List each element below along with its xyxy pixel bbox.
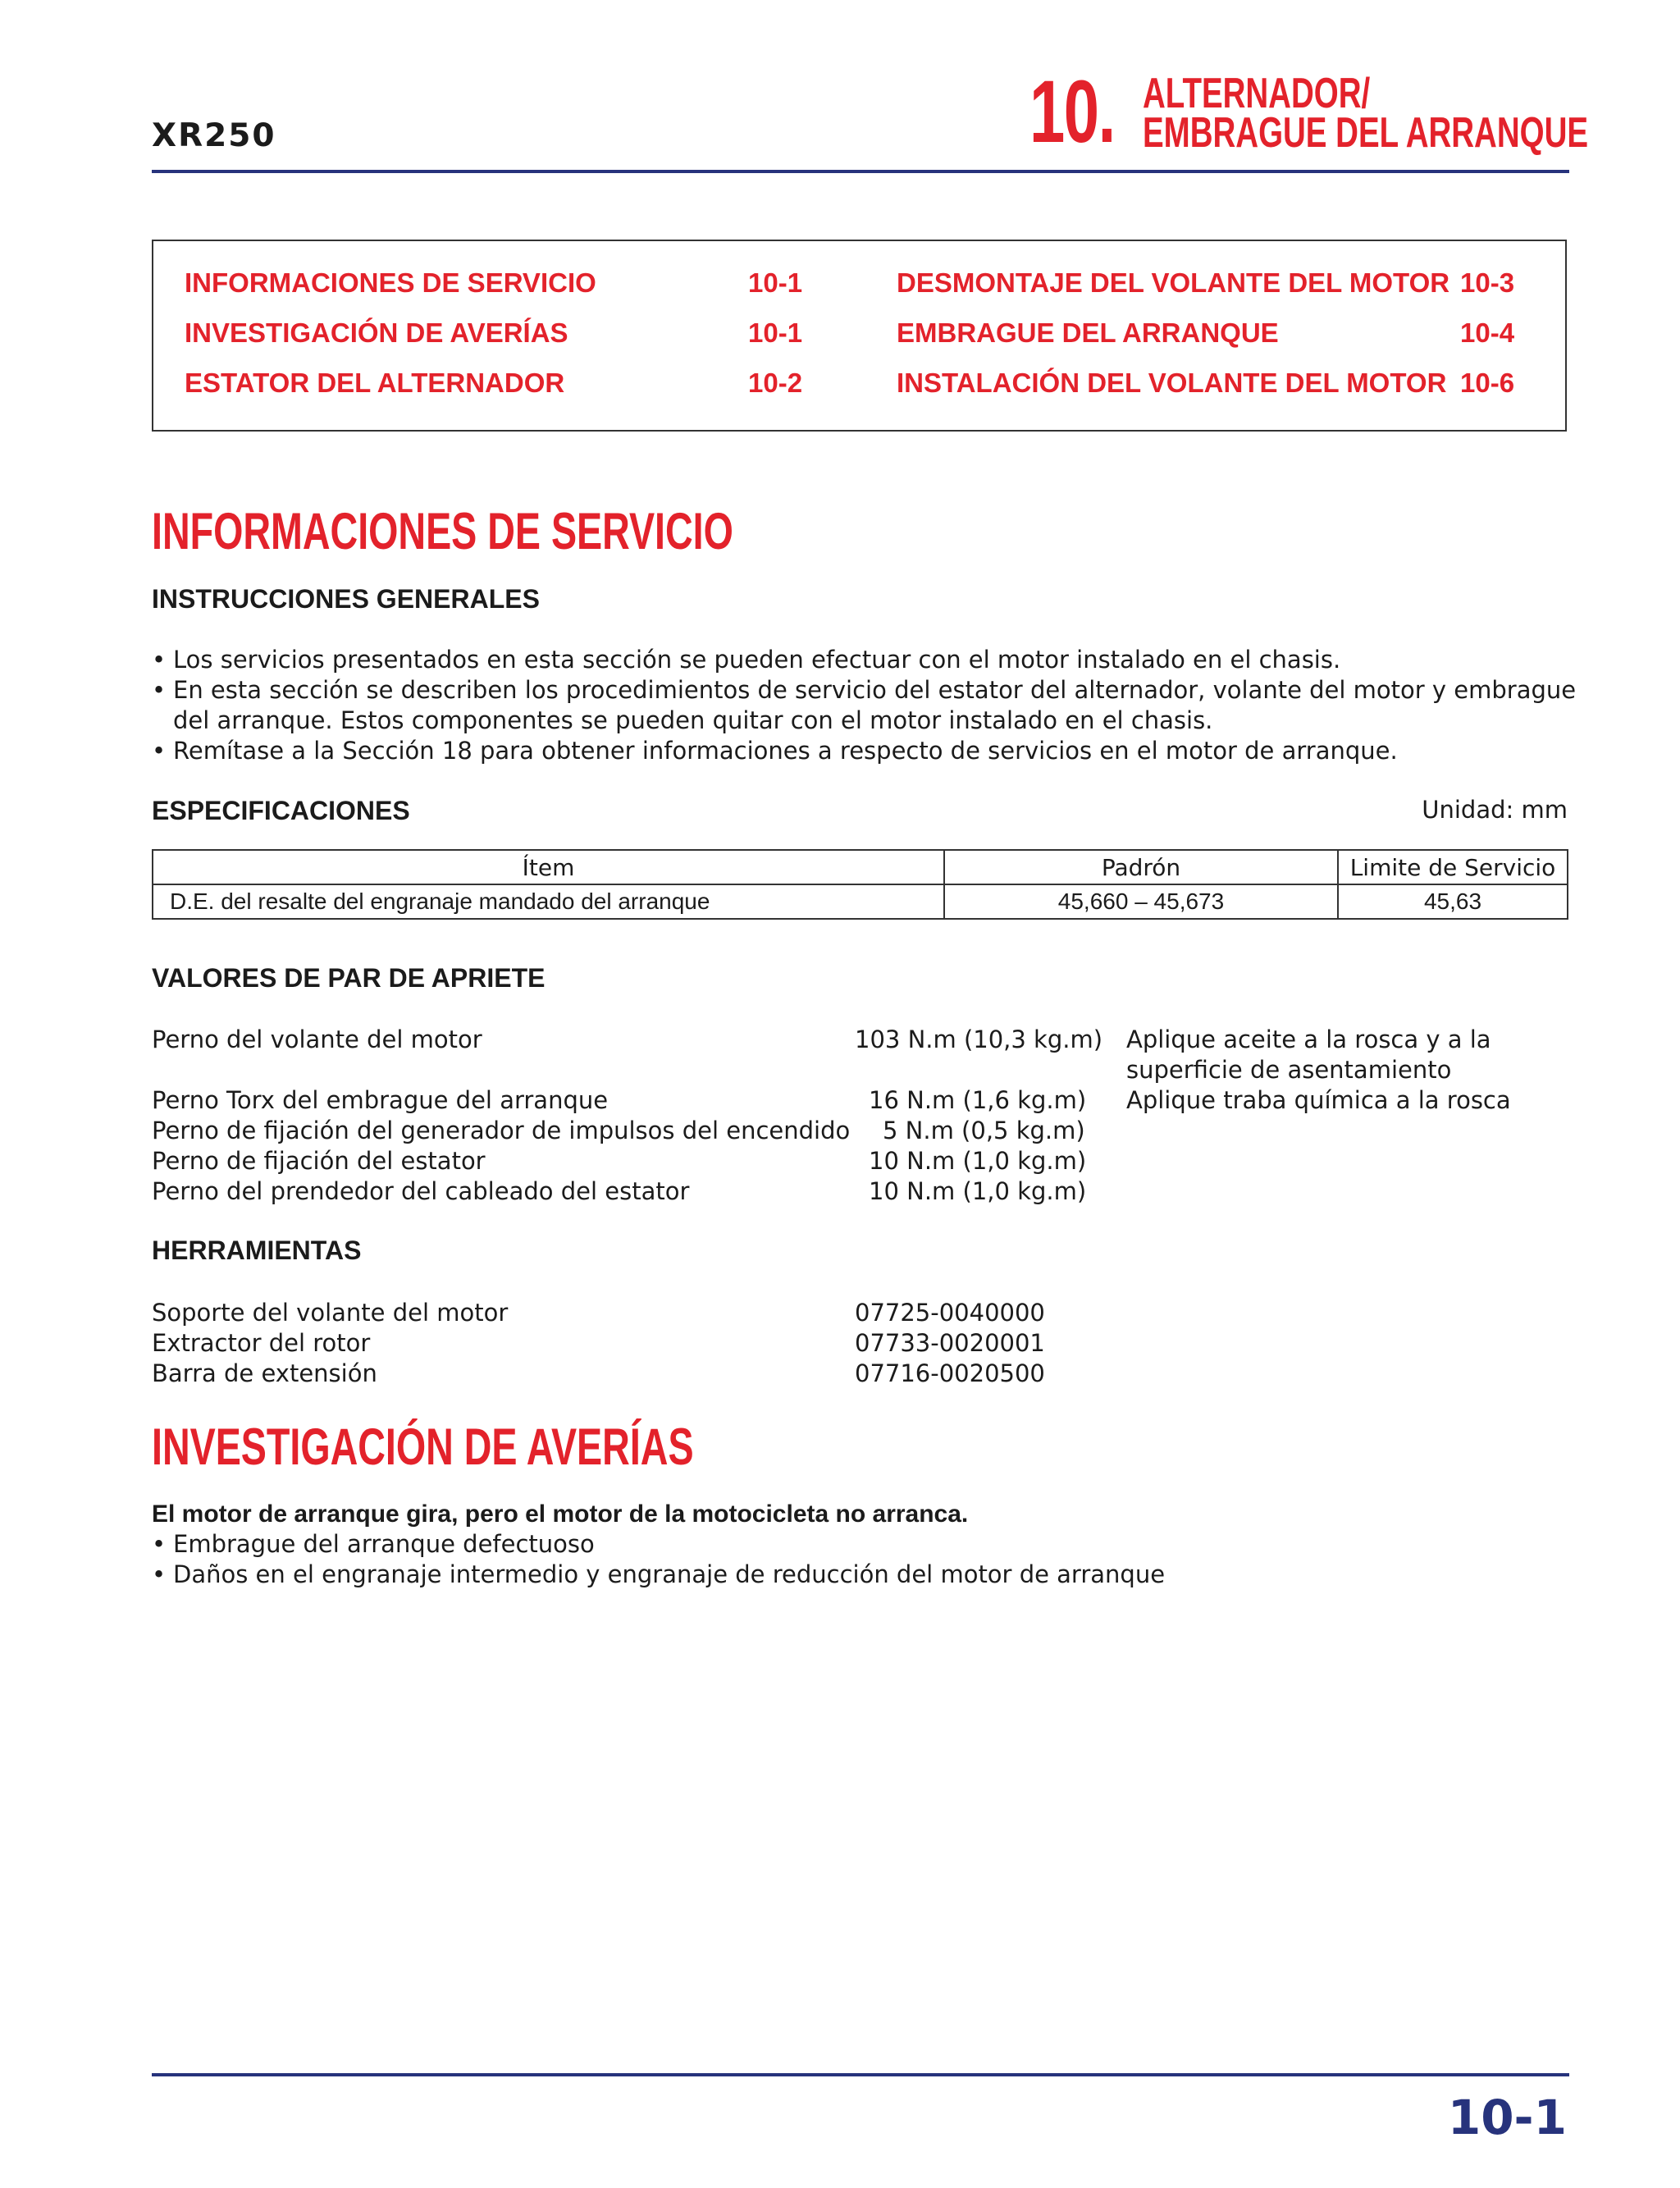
specifications-heading: ESPECIFICACIONES [152,796,410,825]
header-rule [152,170,1569,173]
column-header-limit: Limite de Servicio [1338,850,1568,884]
torque-value: 5 N.m (0,5 kg.m) [883,1117,1085,1144]
torque-item: Perno de fijación del estator [152,1147,486,1175]
torque-note: Aplique aceite a la rosca y a la [1126,1025,1491,1053]
bullet: • [152,646,167,674]
torque-note: superficie de asentamiento [1126,1056,1452,1084]
cell-item: D.E. del resalte del engranaje mandado del arranque [153,884,944,919]
chapter-title [1143,70,1589,157]
page-number: 10-1 [1447,2090,1567,2145]
tool-item: Barra de extensión [152,1359,377,1387]
torque-value: 10 N.m (1,0 kg.m) [869,1177,1087,1205]
torque-note: Aplique traba química a la rosca [1126,1086,1511,1114]
torque-value: 103 N.m (10,3 kg.m) [855,1025,1103,1053]
bullet-text: En esta sección se describen los procedimientos de servicio del estator del alternador, volante del motor y embrague [173,676,1577,704]
tool-item: Soporte del volante del motor [152,1299,509,1327]
torque-heading: VALORES DE PAR DE APRIETE [152,963,546,993]
bullet: • [152,1560,167,1588]
section-title-service-info: INFORMACIONES DE SERVICIO [152,503,733,560]
symptom-heading: El motor de arranque gira, pero el motor de la motocicleta no arranca. [152,1501,969,1528]
torque-item: Perno de fijación del generador de impulsos del encendido [152,1117,851,1144]
column-header-item: Ítem [153,850,944,884]
index-page: 10-4 [1460,317,1515,348]
index-page: 10-6 [1460,368,1515,398]
specifications-unit: Unidad: mm [1422,796,1568,824]
torque-item: Perno del volante del motor [152,1025,482,1053]
cell-limit: 45,63 [1338,884,1568,919]
list-item [152,645,1571,675]
tools-heading: HERRAMIENTAS [152,1236,362,1265]
index-page: 10-1 [748,317,803,348]
index-page: 10-3 [1460,267,1515,298]
bullet-text: del arranque. Estos componentes se pueden quitar con el motor instalado en el chasis. [173,706,1213,734]
bullet-text: Los servicios presentados en esta sección se pueden efectuar con el motor instalado en el chasis. [173,646,1341,674]
index-link-flywheel-removal[interactable]: DESMONTAJE DEL VOLANTE DEL MOTOR [897,267,1450,298]
list-item [152,675,1577,706]
column-header-standard: Padrón [944,850,1338,884]
index-page: 10-2 [748,368,803,398]
torque-item: Perno Torx del embrague del arranque [152,1086,609,1114]
torque-value: 16 N.m (1,6 kg.m) [869,1086,1087,1114]
table-row [153,884,1568,919]
torque-value: 10 N.m (1,0 kg.m) [869,1147,1087,1175]
specifications-table [152,849,1568,920]
bullet: • [152,737,167,765]
tool-code: 07716-0020500 [855,1359,1045,1387]
cell-standard: 45,660 – 45,673 [944,884,1338,919]
index-page: 10-1 [748,267,803,298]
bullet: • [152,1530,167,1558]
cause-text: Embrague del arranque defectuoso [173,1530,595,1558]
index-link-service-info[interactable]: INFORMACIONES DE SERVICIO [185,267,596,298]
torque-item: Perno del prendedor del cableado del estator [152,1177,690,1205]
tool-code: 07733-0020001 [855,1329,1045,1357]
list-item [152,1529,1165,1560]
footer-rule [152,2073,1569,2076]
chapter-title-line2: EMBRAGUE DEL ARRANQUE [1143,109,1589,157]
list-item [152,736,1571,766]
chapter-title-line1: ALTERNADOR/ [1143,70,1371,117]
tool-code: 07725-0040000 [855,1299,1045,1327]
model-name: XR250 [152,117,276,154]
list-item [152,1560,1165,1590]
list-item-continuation [152,706,1571,736]
section-title-troubleshooting: INVESTIGACIÓN DE AVERÍAS [152,1418,694,1476]
table-header-row [153,850,1568,884]
causes-list [152,1529,1165,1590]
bullet: • [152,676,167,704]
cause-text: Daños en el engranaje intermedio y engranaje de reducción del motor de arranque [173,1560,1166,1588]
tool-item: Extractor del rotor [152,1329,371,1357]
general-instructions-heading: INSTRUCCIONES GENERALES [152,584,540,614]
index-link-troubleshooting[interactable]: INVESTIGACIÓN DE AVERÍAS [185,317,568,348]
bullet-text: Remítase a la Sección 18 para obtener informaciones a respecto de servicios en el motor de arranque. [173,737,1398,765]
chapter-number: 10. [1029,62,1115,161]
index-link-flywheel-installation[interactable]: INSTALACIÓN DEL VOLANTE DEL MOTOR [897,368,1447,398]
index-link-starter-clutch[interactable]: EMBRAGUE DEL ARRANQUE [897,317,1279,348]
general-instructions-list [152,645,1577,766]
index-link-alternator-stator[interactable]: ESTATOR DEL ALTERNADOR [185,368,565,398]
